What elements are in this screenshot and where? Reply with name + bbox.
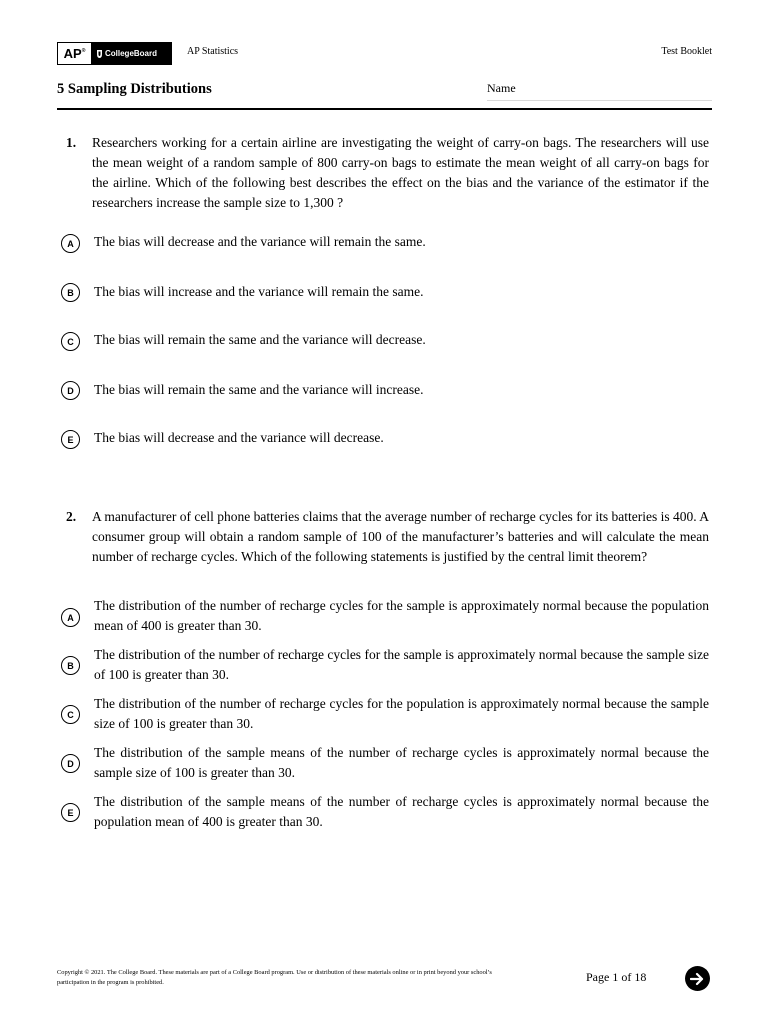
option-d-bubble[interactable]: D (61, 381, 80, 400)
question-2-option-d[interactable] (61, 743, 709, 783)
page-number: Page 1 of 18 (586, 970, 647, 984)
option-text: The distribution of the sample means of the number of recharge cycles is approximately normal because the sample size of 100 is greater than 30. (94, 745, 709, 780)
option-b-bubble[interactable]: B (61, 283, 80, 302)
name-field-line[interactable] (487, 100, 712, 101)
option-c-bubble[interactable]: C (61, 705, 80, 724)
option-text: The bias will decrease and the variance will remain the same. (94, 234, 426, 249)
question-1-option-d[interactable] (61, 380, 709, 420)
question-1-text: Researchers working for a certain airline are investigating the weight of carry-on bags. The researchers will use the mean weight of a random sample of 800 carry-on bags to estimate the mean weight of all carry-on bags for the airline. Which of the following best describes the effect on the bias and the variance of the estimator if the researchers increase the sample size to 1,300 ? (92, 135, 709, 210)
question-1-option-a[interactable] (61, 232, 709, 272)
option-b-bubble[interactable]: B (61, 656, 80, 675)
option-a-bubble[interactable]: A (61, 234, 80, 253)
question-1-option-b[interactable] (61, 282, 709, 322)
option-e-bubble[interactable]: E (61, 430, 80, 449)
option-e-bubble[interactable]: E (61, 803, 80, 822)
course-name: AP Statistics (187, 46, 239, 57)
booklet-label: Test Booklet (661, 46, 712, 57)
page-title: 5 Sampling Distributions (57, 81, 212, 97)
header-divider (57, 108, 712, 110)
option-text: The bias will decrease and the variance will decrease. (94, 430, 384, 445)
option-text: The distribution of the number of recharge cycles for the population is approximately normal because the sample size of 100 is greater than 30. (94, 696, 709, 731)
question-2-option-c[interactable] (61, 694, 709, 734)
question-1-option-c[interactable] (61, 330, 709, 370)
copyright-notice: Copyright © 2021. The College Board. These materials are part of a College Board program. Use or distribution of these materials online or in print beyond your school’s participation in the program is prohibited. (57, 969, 492, 986)
question-1-number: 1. (66, 135, 77, 150)
question-2-text: A manufacturer of cell phone batteries claims that the average number of recharge cycles for its batteries is 400. A consumer group will obtain a random sample of 100 of the manufacturer’s batteries and will calculate the mean number of recharge cycles. Which of the following statements is justified by the central limit theorem? (92, 509, 709, 564)
question-2-option-a[interactable] (61, 596, 709, 636)
option-d-bubble[interactable]: D (61, 754, 80, 773)
next-page-button[interactable] (685, 966, 710, 991)
college-board-logo-mark: CollegeBoard (91, 43, 171, 64)
ap-logo-mark: AP ® (58, 43, 91, 64)
ap-college-board-logo (57, 42, 172, 65)
question-2-option-e[interactable] (61, 792, 709, 832)
option-text: The bias will remain the same and the variance will increase. (94, 382, 424, 397)
option-a-bubble[interactable]: A (61, 608, 80, 627)
option-text: The distribution of the sample means of the number of recharge cycles is approximately normal because the population mean of 400 is greater than 30. (94, 794, 709, 829)
question-2-option-b[interactable] (61, 645, 709, 685)
name-label: Name (487, 81, 516, 95)
question-1-option-e[interactable] (61, 428, 709, 468)
option-text: The bias will increase and the variance will remain the same. (94, 284, 424, 299)
acorn-icon (96, 50, 103, 58)
option-text: The distribution of the number of recharge cycles for the sample is approximately normal because the population mean of 400 is greater than 30. (94, 598, 709, 633)
option-text: The distribution of the number of recharge cycles for the sample is approximately normal because the sample size of 100 is greater than 30. (94, 647, 709, 682)
option-c-bubble[interactable]: C (61, 332, 80, 351)
option-text: The bias will remain the same and the variance will decrease. (94, 332, 426, 347)
question-2-number: 2. (66, 509, 77, 524)
arrow-right-icon (690, 972, 705, 986)
